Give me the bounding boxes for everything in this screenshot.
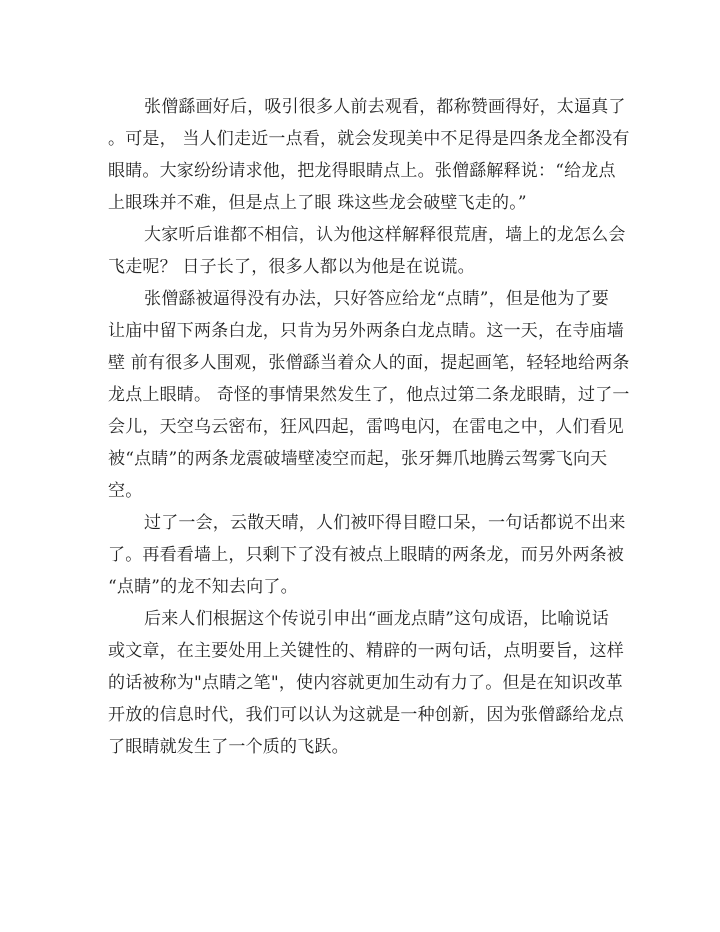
paragraph-line: 飞走呢？ 日子长了，很多人都以为他是在说谎。	[108, 257, 475, 277]
paragraph-line: 的话被称为"点睛之笔"，使内容就更加生动有力了。但是在知识改革	[108, 673, 623, 693]
paragraph-line: 让庙中留下两条白龙，只肯为另外两条白龙点睛。这一天，在寺庙墙	[108, 321, 624, 341]
paragraph-line: 后来人们根据这个传说引申出“画龙点睛”这句成语，比喻说话	[144, 609, 609, 629]
paragraph-line: 上眼珠并不难，但是点上了眼 珠这些龙会破壁飞走的。”	[108, 193, 527, 213]
paragraph-line: 开放的信息时代，我们可以认为这就是一种创新，因为张僧繇给龙点	[108, 705, 624, 725]
paragraph-line: 张僧繇画好后，吸引很多人前去观看，都称赞画得好，太逼真了	[144, 97, 626, 117]
paragraph-line: 了眼睛就发生了一个质的飞跃。	[108, 737, 349, 757]
paragraph-line: 过了一会，云散天晴，人们被吓得目瞪口呆，一句话都说不出来	[144, 513, 626, 533]
paragraph-line: 或文章，在主要处用上关键性的、精辟的一两句话，点明要旨，这样	[108, 641, 624, 661]
paragraph-line: 被“点睛”的两条龙震破墙壁凌空而起，张牙舞爪地腾云驾雾飞向天	[108, 449, 608, 469]
article-body	[108, 91, 630, 763]
paragraph-line: 会儿，天空乌云密布，狂风四起，雷鸣电闪，在雷电之中，人们看见	[108, 417, 624, 437]
paragraph-line: 了。再看看墙上，只剩下了没有被点上眼睛的两条龙，而另外两条被	[108, 545, 624, 565]
paragraph-line: 壁 前有很多人围观，张僧繇当着众人的面，提起画笔，轻轻地给两条	[108, 353, 630, 373]
paragraph-line: “点睛”的龙不知去向了。	[108, 577, 298, 597]
paragraph-line: 眼睛。大家纷纷请求他，把龙得眼睛点上。张僧繇解释说：“给龙点	[108, 161, 616, 181]
paragraph-line: 张僧繇被逼得没有办法，只好答应给龙“点睛”，但是他为了要	[144, 289, 609, 309]
paragraph-line: 空。	[108, 481, 143, 501]
paragraph-line: 大家听后谁都不相信，认为他这样解释很荒唐，墙上的龙怎么会	[144, 225, 626, 245]
paragraph-line: 龙点上眼睛。 奇怪的事情果然发生了，他点过第二条龙眼睛，过了一	[108, 385, 630, 405]
paragraph-line: 。可是， 当人们走近一点看，就会发现美中不足得是四条龙全都没有	[108, 129, 630, 149]
